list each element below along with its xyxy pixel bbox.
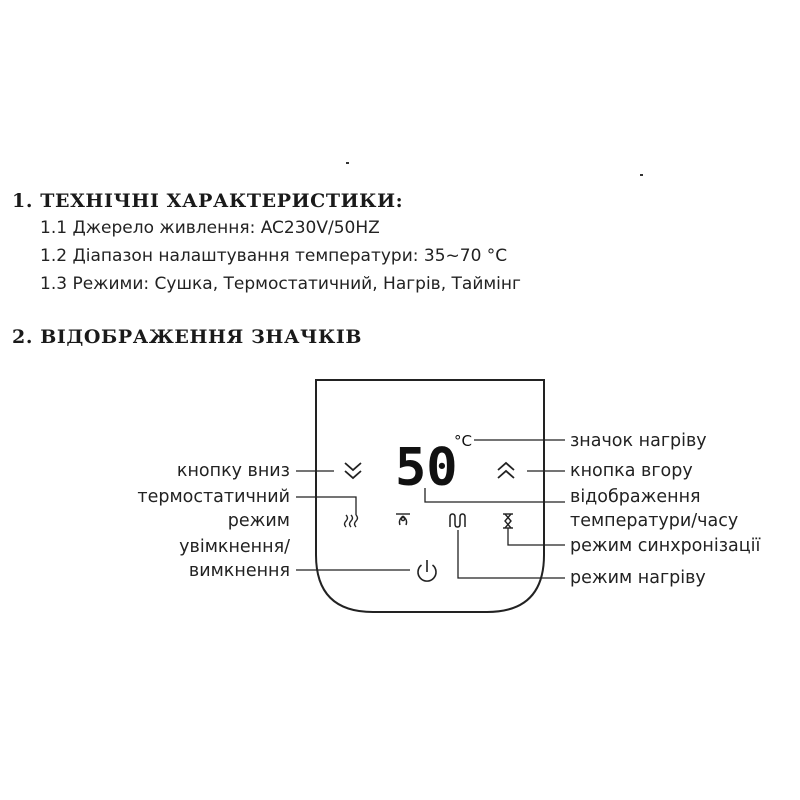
spec-power-supply: 1.1 Джерело живлення: AC230V/50HZ	[40, 218, 380, 238]
label-power-line2: вимкнення	[188, 561, 290, 581]
label-temp-display-line1: відображення	[570, 487, 701, 507]
label-heating-mode: режим нагріву	[570, 568, 706, 588]
label-power-line1: увімкнення/	[179, 537, 290, 557]
spec-modes: 1.3 Режими: Сушка, Термостатичний, Нагрів, Таймінг	[40, 274, 521, 294]
label-temp-display-line2: температури/часу	[570, 511, 739, 531]
section2-heading: 2. ВІДОБРАЖЕННЯ ЗНАЧКІВ	[12, 326, 363, 348]
label-thermostatic-line2: режим	[227, 511, 290, 531]
spec-temp-range: 1.2 Діапазон налаштування температури: 35~70 °C	[40, 246, 508, 266]
label-down-button: кнопку вниз	[176, 461, 290, 481]
label-thermostatic-line1: термостатичний	[137, 487, 290, 507]
section1-heading: 1. ТЕХНІЧНІ ХАРАКТЕРИСТИКИ:	[12, 190, 404, 212]
label-heating-icon: значок нагріву	[570, 431, 707, 451]
label-sync-mode: режим синхронізації	[570, 536, 761, 556]
temperature-display: 50	[395, 438, 458, 498]
label-up-button: кнопка вгору	[570, 461, 693, 481]
temperature-unit: °C	[454, 432, 472, 450]
